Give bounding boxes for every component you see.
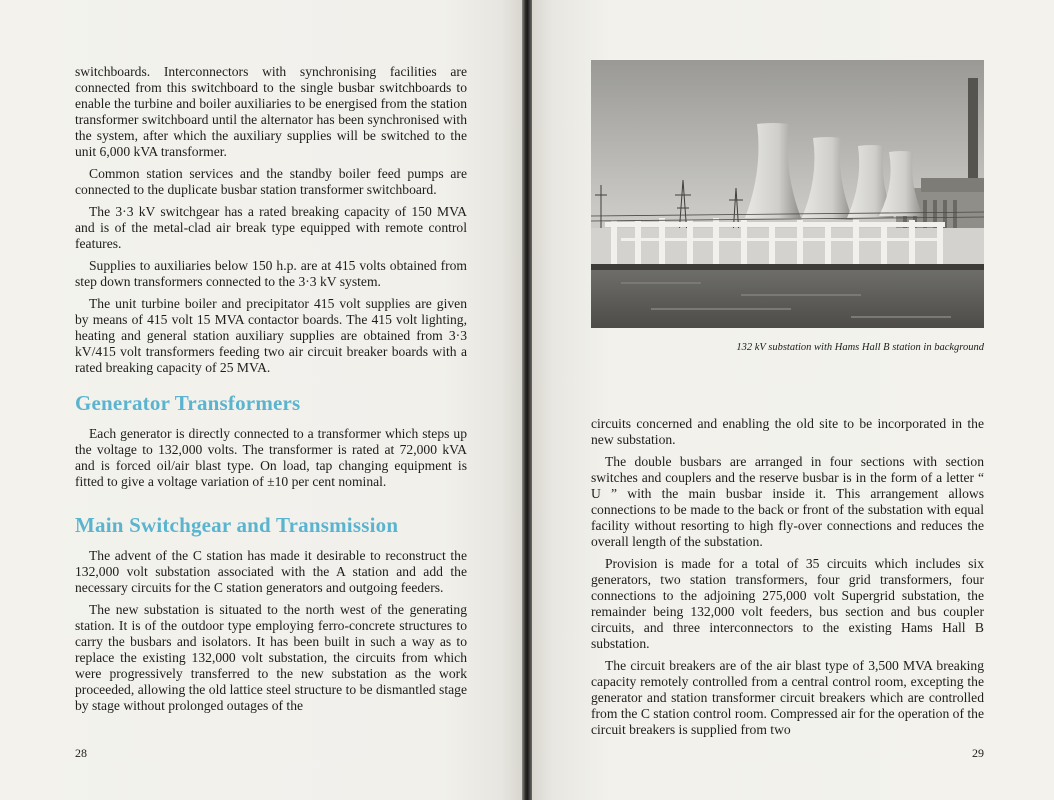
paragraph: The 3·3 kV switchgear has a rated breaking capacity of 150 MVA and is of the metal-clad air break type equipped with remote control features. (75, 204, 467, 251)
book-gutter (522, 0, 532, 800)
left-text-column (75, 64, 467, 720)
paragraph: Common station services and the standby boiler feed pumps are connected to the duplicate busbar station transformer switchboard. (75, 166, 467, 197)
photo-caption: 132 kV substation with Hams Hall B station in background (736, 342, 984, 353)
page-number-left: 28 (75, 746, 87, 760)
paragraph: circuits concerned and enabling the old site to be incorporated in the new substation. (591, 416, 984, 447)
page-number-right: 29 (972, 746, 984, 760)
paragraph: Each generator is directly connected to a transformer which steps up the voltage to 132,000 volts. The transformer is rated at 72,000 kVA and is forced oil/air blast type. On load, tap changing equipment is fitted to give a voltage variation of ±10 per cent nominal. (75, 426, 467, 489)
paragraph: Supplies to auxiliaries below 150 h.p. are at 415 volts obtained from step down transformers connected to the 3·3 kV system. (75, 258, 467, 289)
section-heading-generator-transformers: Generator Transformers (75, 391, 301, 415)
paragraph: The new substation is situated to the north west of the generating station. It is of the outdoor type employing ferro-concrete structures to carry the busbars and isolators. It has been built in such a way as to replace the existing 132,000 volt substation, the circuits from which were progressively transferred to the new substation as the work proceeded, allowing the old lattice steel structure to be dismantled stage by stage without prolonged outages of the (75, 602, 467, 713)
paragraph: switchboards. Interconnectors with synchronising facilities are connected from this switchboard to the single busbar switchboards to enable the turbine and boiler auxiliaries to be energised from the station transformer switchboard until the alternator has been synchronised with the system, after which the auxiliary supplies will be switched to the unit 6,000 kVA transformer. (75, 64, 467, 159)
section-heading-main-switchgear: Main Switchgear and Transmission (75, 513, 399, 537)
right-text-column (591, 416, 984, 744)
paragraph: The advent of the C station has made it desirable to reconstruct the 132,000 volt substation associated with the A station and add the necessary circuits for the C station generators and outgoing feeders. (75, 548, 467, 595)
paragraph: The double busbars are arranged in four sections with section switches and couplers and the reserve busbar is in the form of a letter “ U ” with the main busbar inside it. This arrangement allows connections to be made to the back or front of the substation with equal facility without resorting to high fly-over connections and reduces the overall length of the substation. (591, 454, 984, 549)
paragraph: The circuit breakers are of the air blast type of 3,500 MVA breaking capacity remotely controlled from a central control room, excepting the generator and station transformer circuit breakers which are controlled from the C station control room. Compressed air for the operation of the circuit breakers is supplied from two (591, 658, 984, 737)
left-page (0, 0, 522, 800)
paragraph: The unit turbine boiler and precipitator 415 volt supplies are given by means of 415 volt 15 MVA contactor boards. The 415 volt lighting, heating and general station auxiliary supplies are obtained from 3·3 kV/415 volt transformers feeding two air circuit breaker boards with a rated breaking capacity of 25 MVA. (75, 296, 467, 375)
substation-photo (591, 60, 984, 328)
paragraph: Provision is made for a total of 35 circuits which includes six generators, two station transformers, four grid transformers, four connections to the adjoining 275,000 volt Supergrid substation, the remainder being 132,000 volt feeders, bus section and bus coupler circuits, and three interconnectors to the existing Hams Hall B substation. (591, 556, 984, 651)
